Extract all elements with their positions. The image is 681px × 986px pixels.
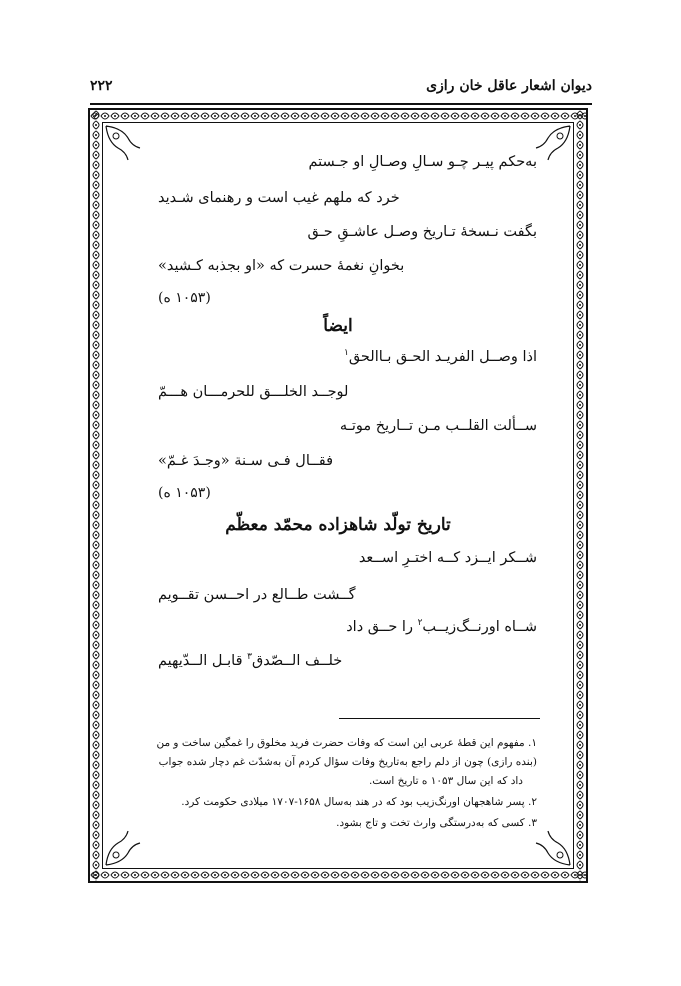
corner-flourish-top-left <box>104 124 142 162</box>
verse-line <box>158 652 342 669</box>
header-rule <box>90 103 592 105</box>
verse-line: فقــال فـی سـنة «وجـدَ غـمّ» <box>158 453 334 469</box>
verse-line: لوجــد الخلـــق للحرمـــان هـــمّ <box>158 384 349 400</box>
border-ornament-right <box>574 110 586 881</box>
footnote-line: (بنده رازی) چون از دلم راجع به‌تاریخ وفات سؤال کردم آن به‌شدّت غم دچار شده جواب <box>158 756 537 768</box>
year-label: (۱۰۵۳ ه) <box>158 290 211 306</box>
corner-flourish-bottom-left <box>104 829 142 867</box>
footnote-ref: ۲ <box>417 618 423 628</box>
footnote-line: داد که این سال ۱۰۵۳ ه تاریخ است. <box>368 775 523 787</box>
verse-text: اذا وصــل الفریـد الحـق بـاالحق <box>348 348 537 365</box>
section-heading: ایضاً <box>323 316 353 336</box>
border-ornament-bottom <box>90 869 586 881</box>
running-head <box>90 78 592 100</box>
verse-line: بخوانِ نغمۀ حسرت که «او بجذبه کـشید» <box>158 258 405 274</box>
footnote-rule <box>339 718 540 719</box>
page-number: ۲۲۲ <box>90 78 113 94</box>
section-heading: تاریخ تولّد شاهزاده محمّد معظّم <box>225 515 451 535</box>
book-title: دیوان اشعار عاقل خان رازی <box>426 78 592 94</box>
footnote-line: ۱. مفهوم این قطۀ عربی این است که وفات حضرت فرید مخلوق را غمگین ساخت و من <box>156 737 537 749</box>
verse-line: شــکر ایــزد کــه اختـرِ اســعد <box>358 550 537 566</box>
footnote-ref: ۳ <box>247 652 252 662</box>
verse-line: بگفت نـسخۀ تـاریخ وصـل عاشـقِ حـق <box>307 224 537 240</box>
footnote-line: ۳. کسی که به‌درستگی وارث تخت و تاج بشود. <box>336 817 537 829</box>
verse-line: گــشت طــالع در احــسن تقــویم <box>158 587 356 603</box>
verse-line <box>344 348 537 365</box>
border-ornament-top <box>90 110 586 122</box>
verse-line: به‌حکم پیـر چـو سـالِ وصـالِ او جـستم <box>308 154 537 170</box>
verse-line: خرد که ملهم غیب است و رهنمای شـدید <box>158 190 400 206</box>
verse-line <box>346 618 537 635</box>
verse-text: شــاه اورنــگ‌زیــب <box>422 618 537 635</box>
corner-flourish-bottom-right <box>534 829 572 867</box>
verse-text: خلــف الــصّدق <box>251 652 343 669</box>
footnote-line: ۲. پسر شاهجهان اورنگ‌زیب بود که در هند به‌سال ۱۶۵۸-۱۷۰۷ میلادی حکومت کرد. <box>181 796 537 808</box>
year-label: (۱۰۵۳ ه) <box>158 485 211 501</box>
border-ornament-left <box>90 110 102 881</box>
footnote-ref: ۱ <box>343 348 349 358</box>
corner-flourish-top-right <box>534 124 572 162</box>
verse-text: را حــق داد <box>346 618 418 635</box>
verse-line: ســألت القلــب مـن تــاریخ موتـه <box>339 418 537 434</box>
verse-text: قابـل الــدّیهیم <box>158 652 248 669</box>
